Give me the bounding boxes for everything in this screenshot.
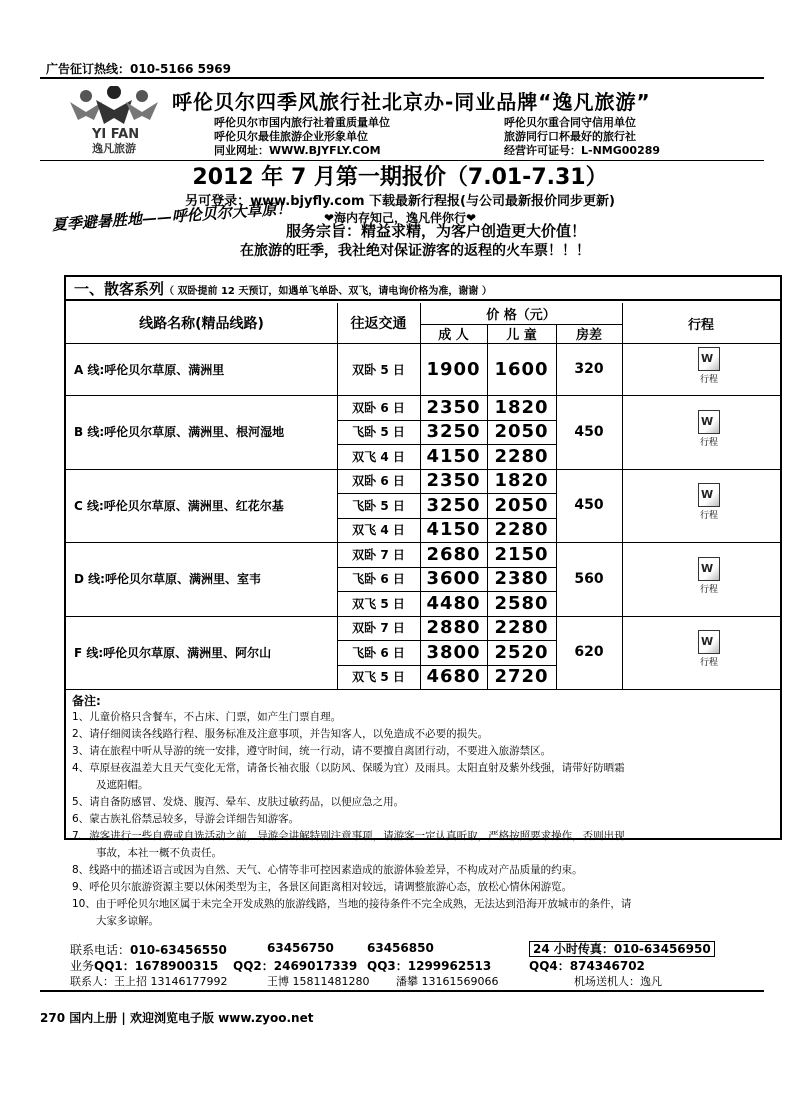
row-rule [337,665,556,666]
child-price: 2050 [494,494,549,516]
child-price: 2280 [494,519,549,541]
adult-price: 2350 [426,470,481,492]
person-1: 王上招 13146177992 [114,975,228,988]
itinerary-doc-icon[interactable] [687,483,731,527]
th-room-diff: 房差 [575,328,602,343]
child-price: 2520 [494,641,549,663]
adult-price: 4150 [426,445,481,467]
qq-4: QQ4：874346702 [529,959,645,973]
row-rule [337,591,556,592]
transport-cell: 双卧 5 日 [352,362,405,377]
phone-label: 联系电话： [70,943,131,957]
notes-title: 备注: [72,694,101,708]
itinerary-doc-icon[interactable] [687,347,731,391]
word-doc-icon [698,483,720,507]
note-item: 4、草原昼夜温差大且天气变化无常，请备长袖衣服（以防风、保暖为宜）及雨具。太阳直射及紫外线强，请带好防晒霜 [72,762,625,774]
row-rule [337,518,556,519]
route-name: F 线:呼伦贝尔草原、满洲里、阿尔山 [74,645,272,660]
section-subtitle: （ 双卧提前 12 天预订，如遇单飞单卧、双飞，请电询价格为准，谢谢 ） [164,286,492,297]
header [64,84,764,158]
adult-price: 3250 [426,494,481,516]
transport-cell: 双卧 7 日 [352,621,405,636]
col-rule [622,303,623,689]
th-child: 儿 童 [506,328,537,343]
logo [64,86,164,154]
contact-phone-row [70,941,434,958]
transport-cell: 飞卧 6 日 [352,645,405,660]
footer: 270 国内上册 | 欢迎浏览电子版 www.zyoo.net [40,1011,314,1025]
contact-qq-row [70,957,645,974]
itinerary-label: 行程 [699,375,718,385]
header-info-right-1: 呼伦贝尔重合同守信用单位 [504,116,636,129]
phone-1: 010-63456550 [130,943,227,957]
contact-people-row [70,973,662,989]
child-price: 2150 [494,543,549,565]
adult-price: 2680 [426,543,481,565]
script-slogan: 夏季避暑胜地——呼伦贝尔大草原！ [51,199,293,234]
transport-cell: 飞卧 5 日 [352,425,405,440]
route-name: D 线:呼伦贝尔草原、满洲里、室韦 [74,572,261,587]
child-price: 2720 [494,666,549,688]
transport-cell: 双飞 5 日 [352,596,405,611]
row-rule [337,493,556,494]
phone-3: 63456850 [367,941,434,955]
itinerary-label: 行程 [699,511,718,522]
route-name: C 线:呼伦贝尔草原、满洲里、红花尔基 [74,498,284,513]
notes [72,693,776,930]
header-info-left-3: 同业网址：WWW.BJYFLY.COM [214,144,381,157]
header-info-left-1: 呼伦贝尔市国内旅行社着重质量单位 [214,116,390,129]
room-diff: 560 [574,570,604,587]
room-diff: 620 [574,644,604,661]
slogan-heart: ❤海内存知己，逸凡伴你行❤ [323,211,477,225]
row-rule [337,444,556,445]
child-price: 1820 [494,470,549,492]
itinerary-doc-icon[interactable] [687,557,731,601]
price-box [64,275,782,927]
child-price: 2280 [494,445,549,467]
brand-title: 呼伦贝尔四季风旅行社北京办-同业品牌“逸凡旅游” [172,90,651,114]
top-rule [40,77,764,79]
transport-cell: 飞卧 5 日 [352,498,405,513]
itinerary-doc-icon[interactable] [687,410,731,454]
adult-price: 4680 [426,666,481,688]
header-info-left-2: 呼伦贝尔最佳旅游企业形象单位 [214,130,368,143]
adult-price: 3600 [426,568,481,590]
transport-cell: 双卧 6 日 [352,474,405,489]
route-name: B 线:呼伦贝尔草原、满洲里、根河湿地 [74,425,285,440]
transport-cell: 双飞 4 日 [352,449,405,464]
adult-price: 2350 [426,396,481,418]
transport-cell: 双卧 7 日 [352,547,405,562]
child-price: 2580 [494,592,549,614]
col-rule [337,303,338,689]
child-price: 1820 [494,396,549,418]
qq-1: QQ1：1678900315 [94,959,219,973]
word-doc-icon [698,557,720,581]
adult-price: 1900 [426,358,481,380]
transport-cell: 双飞 5 日 [352,670,405,685]
note-item: 9、呼伦贝尔旅游资源主要以休闲类型为主，各景区间距离相对较远，请调整旅游心态，放松心情休闲游览。 [72,881,573,893]
note-item: 事故，本社一概不负责任。 [96,847,222,859]
child-price: 2380 [494,568,549,590]
row-rule [337,640,556,641]
transport-cell: 双飞 4 日 [352,523,405,538]
person-3: 潘攀 13161569066 [396,975,499,988]
th-itinerary: 行程 [687,317,714,333]
itinerary-doc-icon[interactable] [687,630,731,674]
note-item: 及遮阳帽。 [96,779,149,791]
row-rule [337,567,556,568]
col-rule [487,324,488,689]
train-line: 在旅游的旺季，我社绝对保证游客的返程的火车票！！！ [240,243,590,259]
ad-hotline: 广告征订热线：010-5166 5969 [46,62,232,76]
note-item: 大家多谅解。 [96,915,159,927]
transport-cell: 飞卧 6 日 [352,572,405,587]
room-diff: 450 [574,423,604,440]
login-note: 另可登录：www.bjyfly.com 下载最新行程报(与公司最新报价同步更新) [185,194,615,209]
logo-text-en: YI FAN [92,127,140,142]
itinerary-label: 行程 [699,437,718,448]
section-title: 一、散客系列 [74,280,165,298]
itinerary-label: 行程 [699,584,718,595]
note-item: 10、由于呼伦贝尔地区属于未完全开发成熟的旅游线路，当地的接待条件不完全成熟，无法达到沿海开放城市的条件，请 [72,898,632,910]
qq-2: QQ2：2469017339 [233,959,358,973]
note-item: 8、线路中的描述语言或因为自然、天气、心情等非可控因素造成的旅游体验差异，不构成对产品质量的约束。 [72,864,583,876]
room-diff: 320 [574,361,604,377]
adult-price: 4150 [426,519,481,541]
people-label: 联系人： [70,975,114,988]
qq-label: 业务 [70,959,95,973]
service-line: 服务宗旨：精益求精，为客户创造更大价值！ [286,222,587,240]
rule-price-sub [420,324,622,325]
adult-price: 4480 [426,592,481,614]
note-item: 2、请仔细阅读各线路行程、服务标准及注意事项，并告知客人，以免造成不必要的损失。 [72,728,489,740]
logo-figures-icon [64,86,164,154]
person-2: 王博 15811481280 [267,975,370,988]
word-doc-icon [698,630,720,654]
route-rule [66,689,780,690]
word-doc-icon [698,347,720,371]
adult-price: 3250 [426,421,481,443]
word-doc-icon [698,410,720,434]
row-rule [337,420,556,421]
section-head [66,277,780,301]
itinerary-label: 行程 [699,658,718,669]
child-price: 2280 [494,617,549,639]
person-4: 机场送机人：逸凡 [574,975,662,988]
th-adult: 成 人 [438,328,469,343]
adult-price: 3800 [426,641,481,663]
child-price: 2050 [494,421,549,443]
room-diff: 450 [574,497,604,514]
note-item: 7、游客进行一些自费或自选活动之前，导游会讲解特别注意事项，请游客一定认真听取，严格按照要求操作，否则出现 [72,830,625,842]
note-item: 3、请在旅程中听从导游的统一安排，遵守时间，统一行动，请不要擅自离团行动，不要进入旅游禁区。 [72,745,552,757]
route-name: A 线:呼伦贝尔草原、满洲里 [74,362,225,377]
col-rule [556,324,557,689]
period-title: 2012 年 7 月第一期报价（7.01-7.31） [192,165,608,190]
header-info-right-2: 旅游同行口杯最好的旅行社 [504,130,636,143]
qq-3: QQ3：1299962513 [367,959,492,973]
th-price: 价 格（元） [486,308,556,323]
th-transport: 往返交通 [350,316,407,332]
col-rule [420,303,421,689]
note-item: 1、儿童价格只含餐车，不占床、门票，如产生门票自理。 [72,711,342,723]
phone-2: 63456750 [267,941,334,955]
child-price: 1600 [494,358,549,380]
note-item: 6、蒙古族礼俗禁忌较多，导游会详细告知游客。 [72,813,300,825]
adult-price: 2880 [426,617,481,639]
logo-text-cn: 逸凡旅游 [92,142,136,154]
note-item: 5、请自备防感冒、发烧、腹泻、晕车、皮肤过敏药品，以便应急之用。 [72,796,405,808]
header-info-right-3: 经营许可证号：L-NMG00289 [504,144,661,157]
fax-box: 24 小时传真：010-63456950 [529,941,715,957]
th-route: 线路名称(精品线路) [139,316,264,332]
transport-cell: 双卧 6 日 [352,400,405,415]
footer-rule [40,990,764,992]
